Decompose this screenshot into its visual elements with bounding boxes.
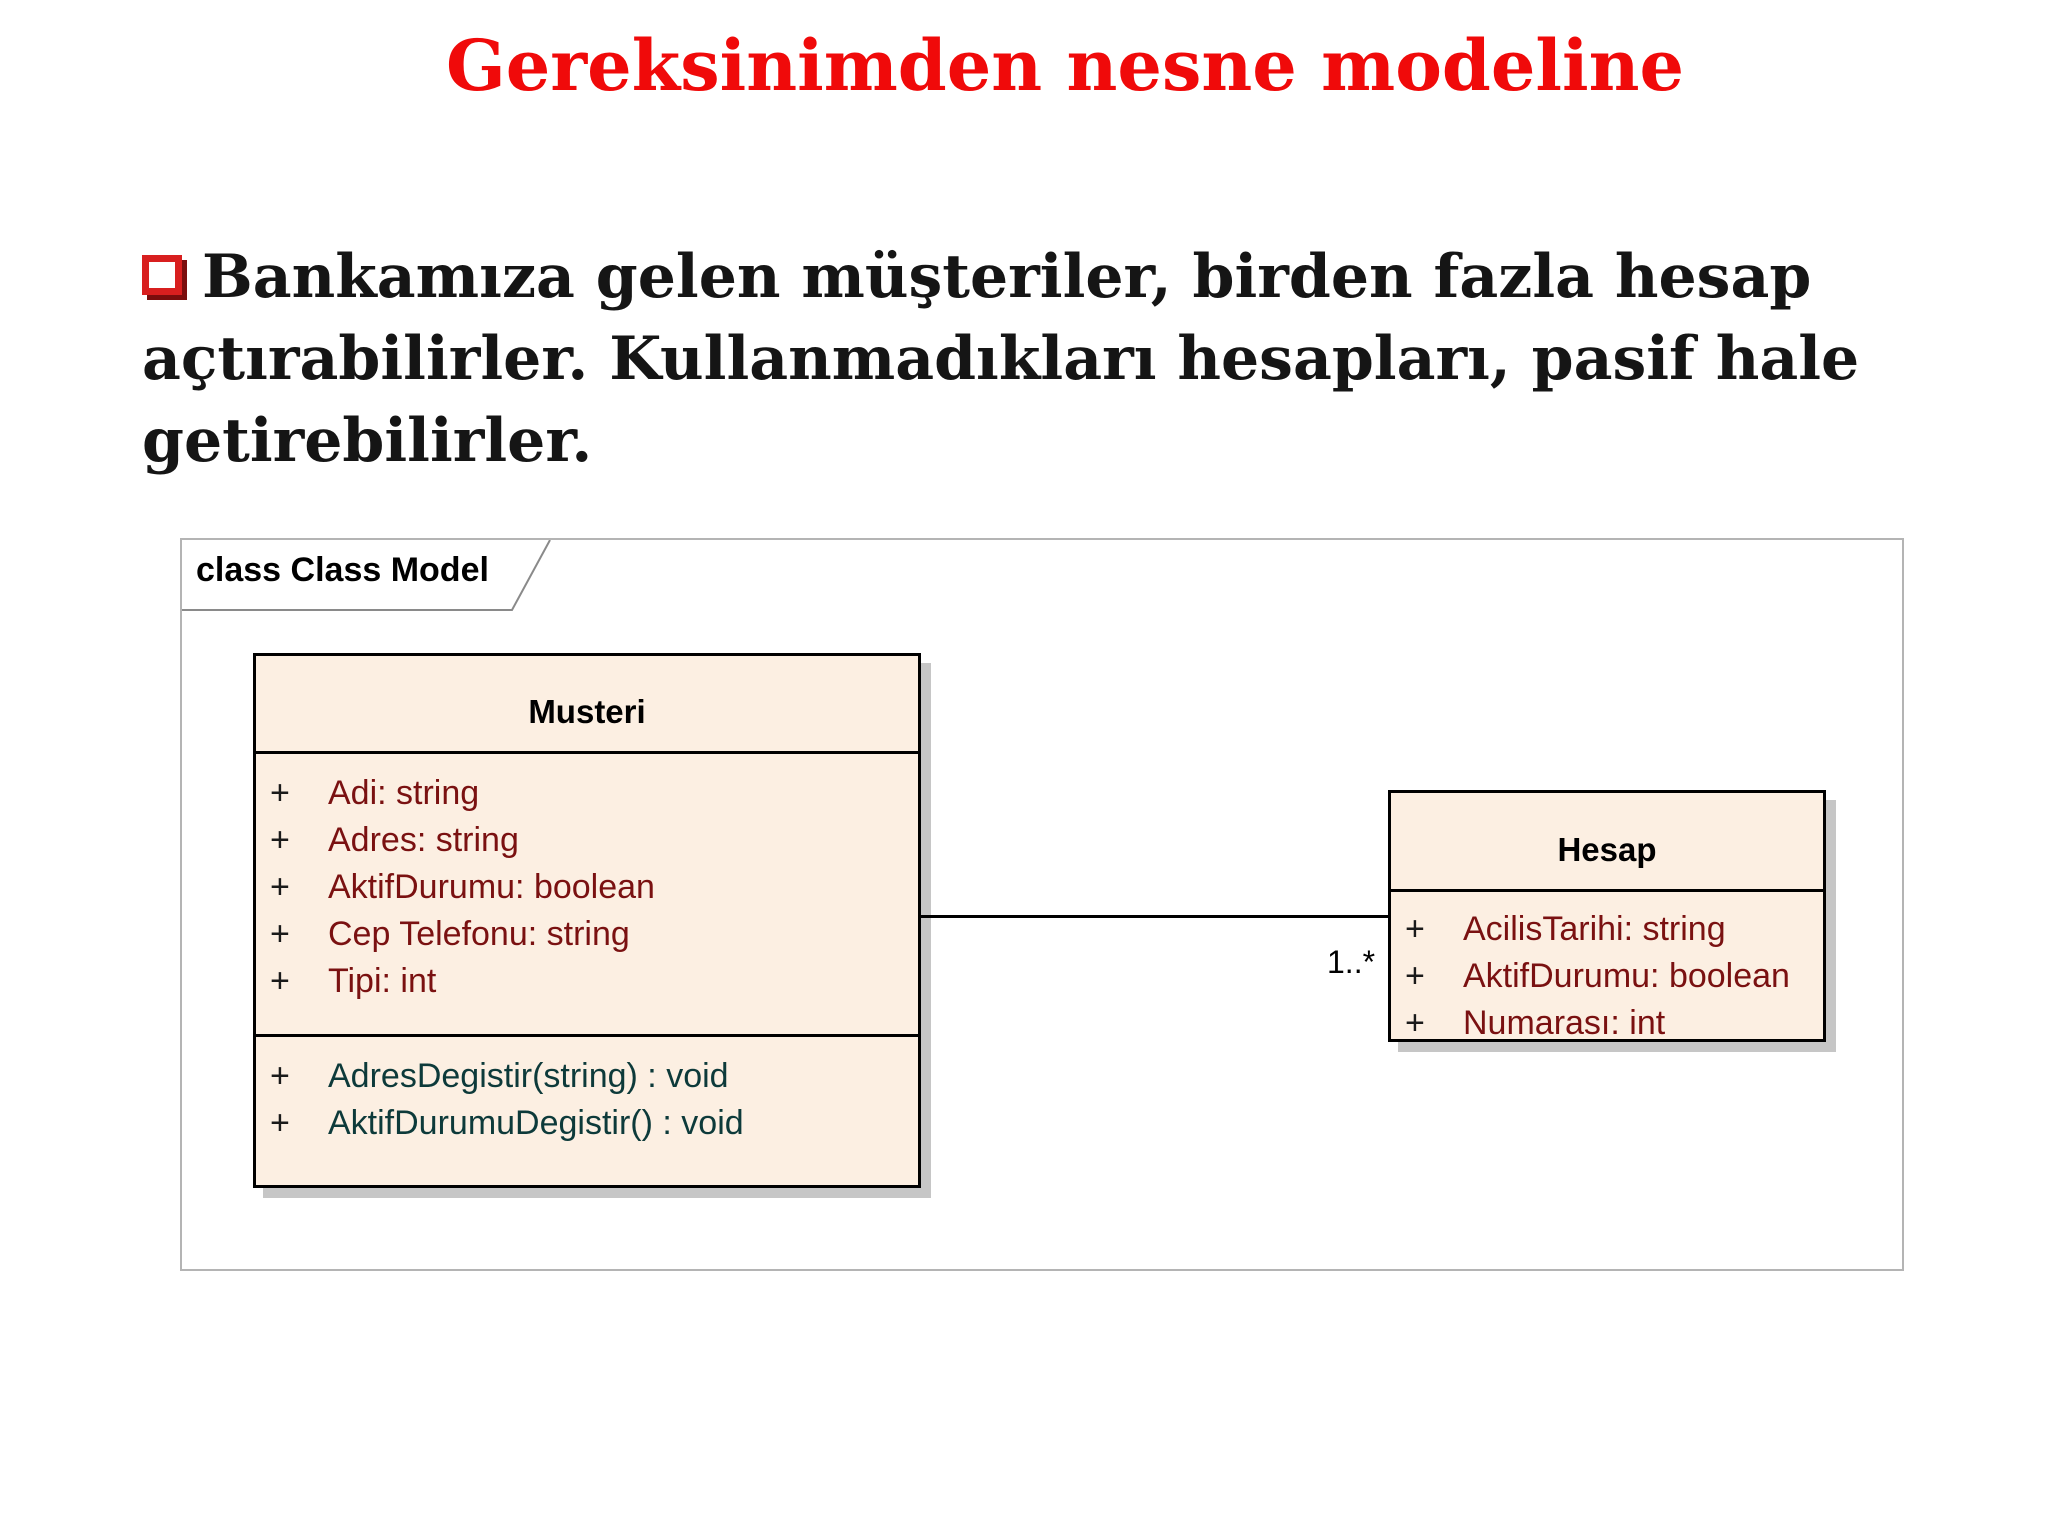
attribute-text: AktifDurumu: boolean	[1463, 957, 1790, 995]
visibility-marker: +	[270, 915, 290, 953]
attribute-text: AcilisTarihi: string	[1463, 910, 1726, 948]
visibility-marker: +	[270, 821, 290, 859]
class-musteri-attributes	[256, 770, 918, 1005]
association-line[interactable]	[921, 915, 1388, 918]
visibility-marker: +	[270, 774, 290, 812]
bullet-paragraph	[142, 236, 1922, 482]
attribute-text: Cep Telefonu: string	[328, 915, 630, 953]
frame-label: class Class Model	[196, 551, 489, 589]
visibility-marker: +	[270, 1057, 290, 1095]
class-attribute[interactable]	[256, 958, 918, 1005]
operation-text: AdresDegistir(string) : void	[328, 1057, 729, 1095]
attribute-text: Adi: string	[328, 774, 480, 812]
class-hesap-attributes	[1391, 906, 1823, 1047]
visibility-marker: +	[1405, 957, 1425, 995]
square-bullet-icon	[142, 255, 182, 295]
visibility-marker: +	[1405, 910, 1425, 948]
class-musteri-operations	[256, 1053, 918, 1147]
attribute-text: Numarası: int	[1463, 1004, 1666, 1042]
class-musteri[interactable]	[253, 653, 921, 1188]
attribute-text: Tipi: int	[328, 962, 437, 1000]
class-hesap-name-divider	[1388, 889, 1826, 892]
class-attribute[interactable]	[1391, 906, 1823, 953]
visibility-marker: +	[270, 868, 290, 906]
visibility-marker: +	[270, 962, 290, 1000]
class-attribute[interactable]	[256, 864, 918, 911]
class-musteri-name-divider	[253, 751, 921, 754]
slide-title: Gereksinimden nesne modeline	[445, 24, 1685, 107]
attribute-text: AktifDurumu: boolean	[328, 868, 655, 906]
class-attribute[interactable]	[256, 911, 918, 958]
class-musteri-operation-divider	[253, 1034, 921, 1037]
class-operation[interactable]	[256, 1053, 918, 1100]
bullet-text: Bankamıza gelen müşteriler, birden fazla hesap açtırabilirler. Kullanmadıkları hesapları, pasif hale getirebilirler.	[142, 242, 1860, 476]
visibility-marker: +	[1405, 1004, 1425, 1042]
class-attribute[interactable]	[256, 817, 918, 864]
association-multiplicity: 1..*	[1327, 944, 1376, 980]
class-attribute[interactable]	[256, 770, 918, 817]
class-musteri-name: Musteri	[528, 693, 646, 730]
class-hesap-name: Hesap	[1557, 831, 1657, 868]
class-hesap[interactable]	[1388, 790, 1826, 1042]
class-attribute[interactable]	[1391, 953, 1823, 1000]
visibility-marker: +	[270, 1104, 290, 1142]
class-operation[interactable]	[256, 1100, 918, 1147]
attribute-text: Adres: string	[328, 821, 519, 859]
operation-text: AktifDurumuDegistir() : void	[328, 1104, 744, 1142]
class-attribute[interactable]	[1391, 1000, 1823, 1047]
